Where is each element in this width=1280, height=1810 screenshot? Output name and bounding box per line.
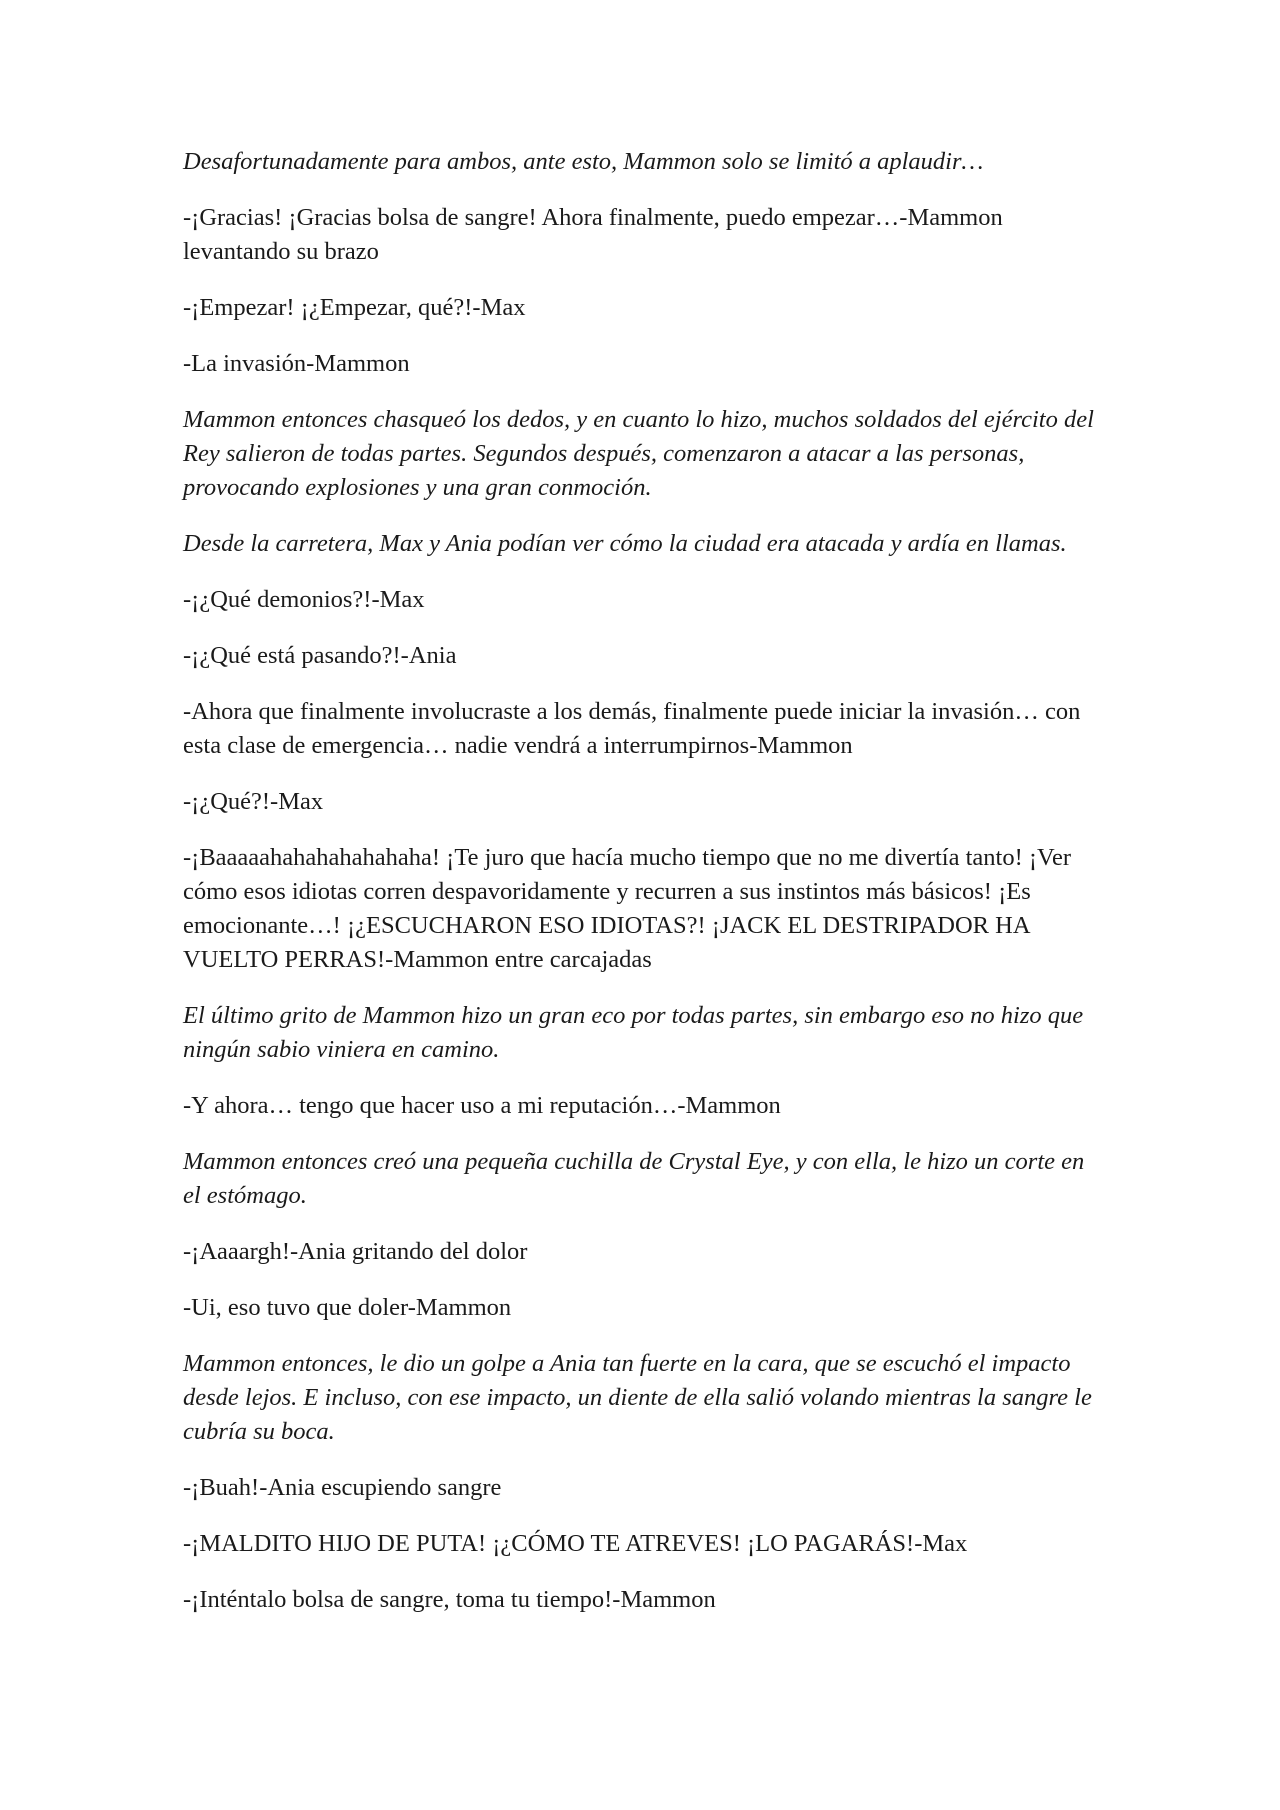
dialogue-line: -Y ahora… tengo que hacer uso a mi reputación…-Mammon: [183, 1092, 781, 1119]
narration-paragraph: El último grito de Mammon hizo un gran eco por todas partes, sin embargo eso no hizo que ningún sabio viniera en camino.: [183, 1002, 1084, 1063]
dialogue-line: -¡¿Qué?!-Max: [183, 788, 324, 815]
dialogue-line: -Ui, eso tuvo que doler-Mammon: [183, 1294, 512, 1321]
page-body: [183, 145, 1103, 1639]
narration-paragraph: Desafortunadamente para ambos, ante esto, Mammon solo se limitó a aplaudir…: [183, 148, 984, 175]
dialogue-line: -¡¿Qué demonios?!-Max: [183, 586, 425, 613]
dialogue-line: -¡Inténtalo bolsa de sangre, toma tu tiempo!-Mammon: [183, 1586, 716, 1613]
dialogue-line: -¡Gracias! ¡Gracias bolsa de sangre! Ahora finalmente, puedo empezar…-Mammon levantando su brazo: [183, 204, 1003, 265]
dialogue-line: -¡Baaaaahahahahahahaha! ¡Te juro que hacía mucho tiempo que no me divertía tanto! ¡Ver cómo esos idiotas corren despavoridamente y recurren a sus instintos más básicos! ¡Es emocionante…! ¡¿ESCUCHARON ESO IDIOTAS?! ¡JACK EL DESTRIPADOR HA VUELTO PERRAS!-Mammon entre carcajadas: [183, 844, 1072, 973]
dialogue-line: -¡MALDITO HIJO DE PUTA! ¡¿CÓMO TE ATREVES! ¡LO PAGARÁS!-Max: [183, 1530, 968, 1557]
dialogue-line: -La invasión-Mammon: [183, 350, 410, 377]
dialogue-line: -¡¿Qué está pasando?!-Ania: [183, 642, 457, 669]
dialogue-line: -Ahora que finalmente involucraste a los demás, finalmente puede iniciar la invasión… con esta clase de emergencia… nadie vendrá a interrumpirnos-Mammon: [183, 698, 1081, 759]
narration-paragraph: Mammon entonces creó una pequeña cuchilla de Crystal Eye, y con ella, le hizo un corte en el estómago.: [183, 1148, 1085, 1209]
dialogue-line: -¡Empezar! ¡¿Empezar, qué?!-Max: [183, 294, 526, 321]
narration-paragraph: Mammon entonces chasqueó los dedos, y en cuanto lo hizo, muchos soldados del ejército del Rey salieron de todas partes. Segundos después, comenzaron a atacar a las personas, provocando explosiones y una gran conmoción.: [183, 406, 1094, 501]
narration-paragraph: Desde la carretera, Max y Ania podían ver cómo la ciudad era atacada y ardía en llamas.: [183, 530, 1067, 557]
dialogue-line: -¡Aaaargh!-Ania gritando del dolor: [183, 1238, 528, 1265]
dialogue-line: -¡Buah!-Ania escupiendo sangre: [183, 1474, 502, 1501]
narration-paragraph: Mammon entonces, le dio un golpe a Ania tan fuerte en la cara, que se escuchó el impacto desde lejos. E incluso, con ese impacto, un diente de ella salió volando mientras la sangre le cubría su boca.: [183, 1350, 1092, 1445]
